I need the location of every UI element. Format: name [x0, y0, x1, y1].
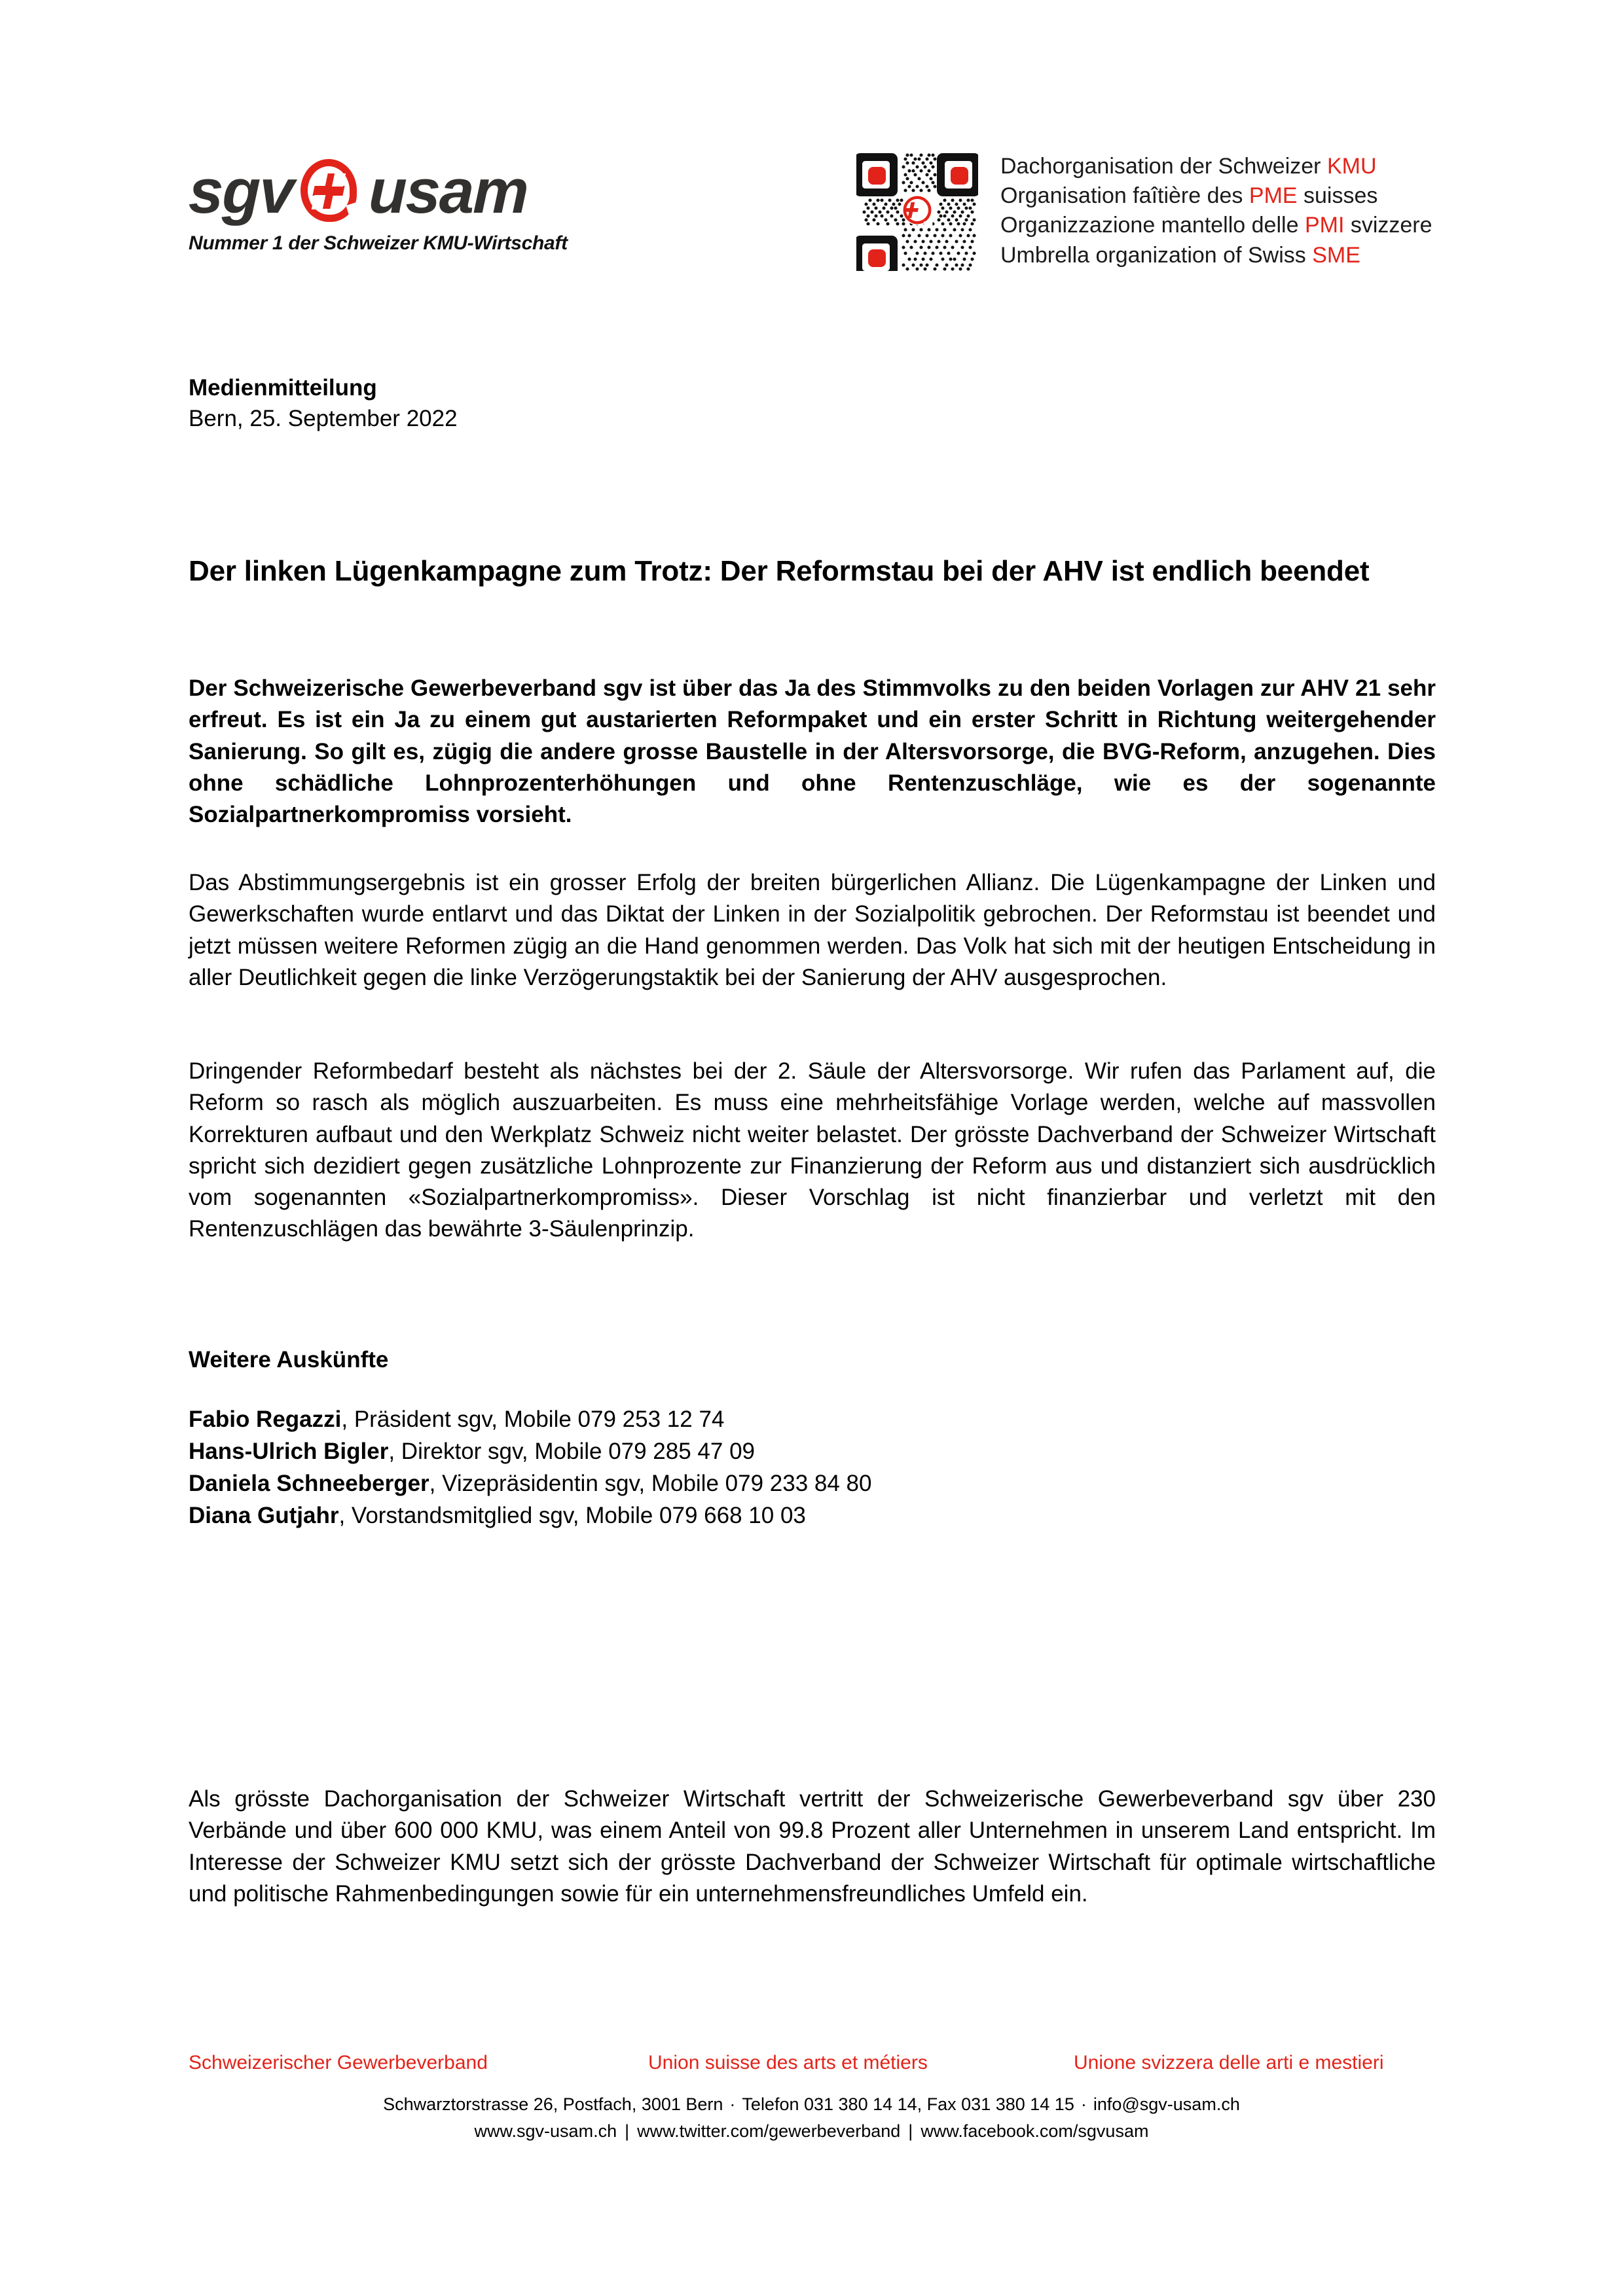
- page-header: [0, 0, 1623, 308]
- footer-org-de: Schweizerischer Gewerbeverband: [189, 2052, 488, 2073]
- language-line-de: [1000, 152, 1432, 181]
- lang-fr-acronym: PME: [1249, 183, 1298, 209]
- lang-de-acronym: KMU: [1326, 154, 1377, 179]
- page-footer: [0, 2052, 1623, 2145]
- sgv-usam-logo: [189, 157, 594, 255]
- language-line-it: [1000, 211, 1432, 240]
- body-paragraph-1: Das Abstimmungsergebnis ist ein grosser Erfolg der breiten bürgerlichen Allianz. Die Lügenkampagne der Linken und Gewerkschaften wurde entlarvt und das Diktat der Linken in der Sozialpolitik gebrochen. Der Reformstau ist beendet und jetzt müssen weitere Reformen zügig an die Hand genommen werden. Das Volk hat sich mit der heutigen Entscheidung in aller Deutlichkeit gegen die linke Verzögerungstaktik bei der Sanierung der AHV ausgesprochen.: [189, 870, 1436, 990]
- footer-contact-lines: [0, 2091, 1623, 2145]
- footer-org-it: Unione svizzera delle arti e mestieri: [1074, 2052, 1384, 2073]
- lang-en-prefix: Umbrella organization of Swiss: [1000, 242, 1313, 268]
- lang-fr-suffix: suisses: [1297, 183, 1378, 209]
- footer-link-separator: |: [908, 2121, 913, 2142]
- document-meta: [189, 373, 1446, 435]
- document-type-label: Medienmitteilung: [189, 375, 377, 401]
- page-title: Der linken Lügenkampagne zum Trotz: Der Reformstau bei der AHV ist endlich beendet: [189, 555, 1370, 588]
- language-line-fr: [1000, 181, 1432, 211]
- swiss-cross-emblem-icon: [298, 158, 366, 226]
- about-boilerplate: Als grösste Dachorganisation der Schweizer Wirtschaft vertritt der Schweizerische Gewerbeverband sgv über 230 Verbände und über 600 000 KMU, was einem Anteil von 99.8 Prozent aller Unternehmen in unserem Land entspricht. Im Interesse der Schweizer KMU setzt sich der grösste Dachverband der Schweizer Wirtschaft für optimale wirtschaftliche und politische Rahmenbedingungen sowie für ein unternehmensfreundliches Umfeld ein.: [189, 1786, 1436, 1907]
- footer-org-names: [0, 2052, 1623, 2086]
- contact-name: Hans-Ulrich Bigler: [189, 1438, 389, 1464]
- lang-en-acronym: SME: [1312, 242, 1360, 268]
- logo-word-sgv: sgv: [188, 156, 294, 226]
- contact-row: [189, 1403, 1436, 1435]
- contacts-heading: Weitere Auskünfte: [189, 1347, 389, 1372]
- footer-link-separator: |: [625, 2121, 630, 2142]
- contact-details: , Vorstandsmitglied sgv, Mobile 079 668 10 03: [338, 1502, 806, 1528]
- footer-link-twitter[interactable]: www.twitter.com/gewerbeverband: [637, 2121, 901, 2142]
- language-lines: [1000, 149, 1432, 270]
- contact-name: Diana Gutjahr: [189, 1502, 339, 1528]
- lang-it-prefix: Organizzazione mantello delle: [1000, 213, 1305, 238]
- footer-email[interactable]: info@sgv-usam.ch: [1093, 2094, 1240, 2114]
- qr-code: [856, 149, 978, 271]
- footer-separator: ·: [1080, 2094, 1087, 2114]
- lang-de-prefix: Dachorganisation der Schweizer: [1000, 154, 1327, 179]
- footer-link-facebook[interactable]: www.facebook.com/sgvusam: [921, 2121, 1149, 2142]
- lang-it-acronym: PMI: [1304, 213, 1345, 238]
- footer-links-line: [0, 2118, 1623, 2145]
- contact-row: [189, 1467, 1436, 1499]
- footer-separator: ·: [729, 2094, 736, 2114]
- body-paragraph-2: Dringender Reformbedarf besteht als nächstes bei der 2. Säule der Altersvorsorge. Wir rufen das Parlament auf, die Reform so rasch als möglich auszuarbeiten. Es muss eine mehrheitsfähige Vorlage werden, welche auf massvollen Korrekturen aufbaut und den Werkplatz Schweiz nicht weiter belastet. Der grösste Dachverband der Schweizer Wirtschaft spricht sich dezidiert gegen zusätzliche Lohnprozente zur Finanzierung der Reform aus und distanziert sich ausdrücklich vom sogenannten «Sozialpartnerkompromiss». Dieser Vorschlag ist nicht finanzierbar und verletzt mit den Rentenzuschlägen das bewährte 3-Säulenprinzip.: [189, 1058, 1436, 1242]
- header-right-block: [856, 149, 1432, 271]
- lead-paragraph: Der Schweizerische Gewerbeverband sgv ist über das Ja des Stimmvolks zu den beiden Vorlagen zur AHV 21 sehr erfreut. Es ist ein Ja zu einem gut austarierten Reformpaket und ein erster Schritt in Richtung weitergehender Sanierung. So gilt es, zügig die andere grosse Baustelle in der Altersvorsorge, die BVG-Reform, anzugehen. Dies ohne schädliche Lohnprozenterhöhungen und ohne Rentenzuschläge, wie es der sogenannte Sozialpartnerkompromiss vorsieht.: [189, 675, 1436, 828]
- footer-org-fr: Union suisse des arts et métiers: [648, 2052, 928, 2073]
- contact-name: Fabio Regazzi: [189, 1406, 342, 1432]
- contact-details: , Direktor sgv, Mobile 079 285 47 09: [388, 1438, 756, 1464]
- contact-row: [189, 1435, 1436, 1467]
- qr-code-graphic: [856, 149, 978, 271]
- footer-address: Schwarztorstrasse 26, Postfach, 3001 Bern: [383, 2094, 723, 2114]
- footer-link-website[interactable]: www.sgv-usam.ch: [474, 2121, 617, 2142]
- contact-details: , Präsident sgv, Mobile 079 253 12 74: [341, 1406, 725, 1432]
- logo-wordmark: [189, 157, 594, 226]
- footer-address-line: [0, 2091, 1623, 2118]
- logo-tagline: Nummer 1 der Schweizer KMU-Wirtschaft: [189, 232, 568, 254]
- lang-fr-prefix: Organisation faîtière des: [1000, 183, 1249, 209]
- contact-row: [189, 1499, 1436, 1532]
- contacts-section: [189, 1345, 1436, 1532]
- dateline: Bern, 25. September 2022: [189, 405, 458, 431]
- cross-notch-top: [332, 173, 346, 187]
- emblem-cross: [314, 173, 345, 209]
- lang-it-suffix: svizzere: [1344, 213, 1432, 238]
- language-line-en: [1000, 241, 1432, 270]
- contact-details: , Vizepräsidentin sgv, Mobile 079 233 84 80: [429, 1470, 872, 1496]
- footer-phone: Telefon 031 380 14 14, Fax 031 380 14 15: [742, 2094, 1074, 2114]
- contact-name: Daniela Schneeberger: [189, 1470, 429, 1496]
- logo-word-usam: usam: [368, 156, 529, 226]
